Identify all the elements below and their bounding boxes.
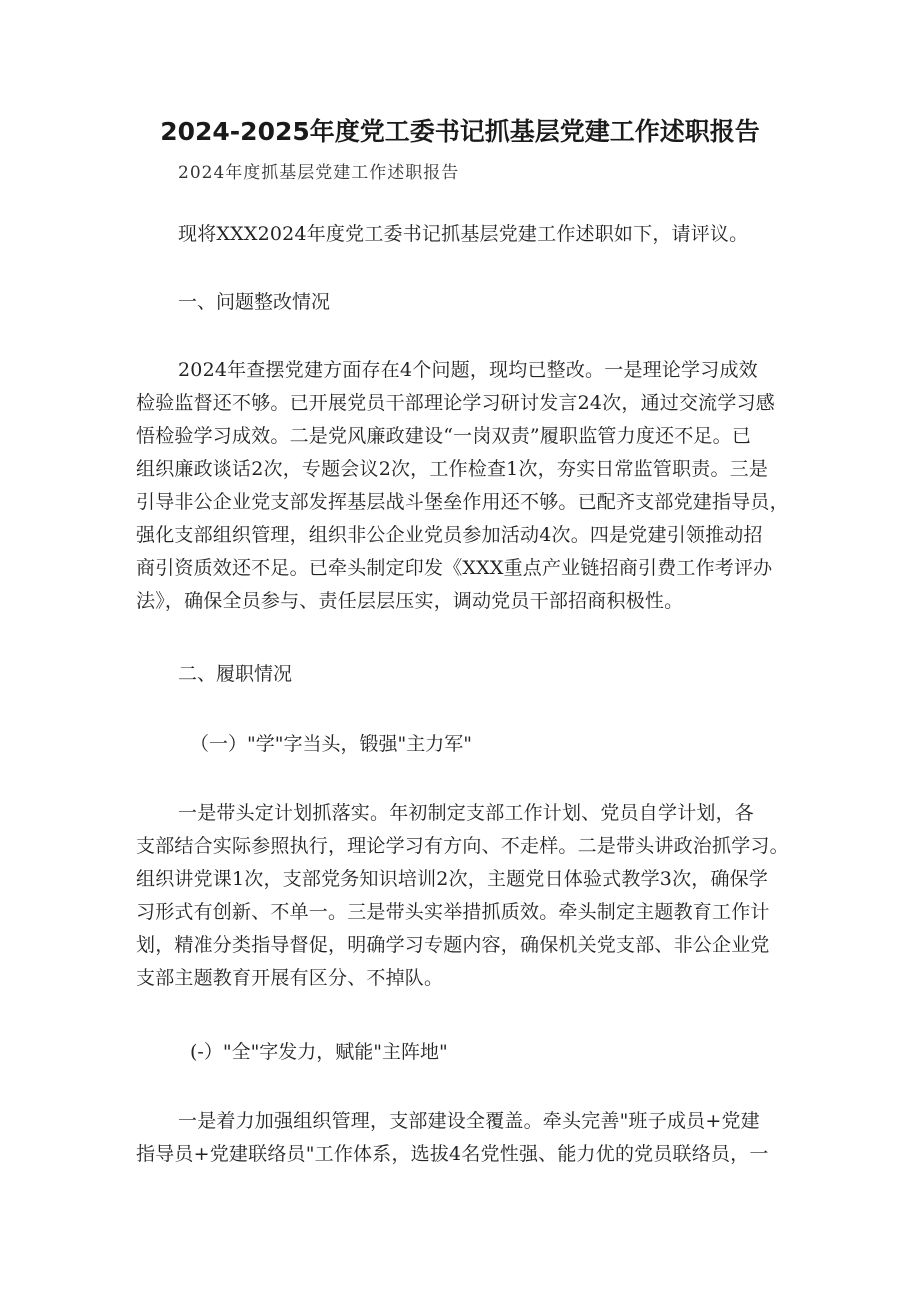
paragraph-line: 指导员+党建联络员"工作体系，选拔4名党性强、能力优的党员联络员，一: [136, 1143, 769, 1165]
section-heading-2: 二、履职情况: [178, 663, 293, 685]
paragraph-line: 组织廉政谈话2次，专题会议2次，工作检查1次，夯实日常监管职责。三是: [136, 458, 769, 480]
paragraph-line: 一是带头定计划抓落实。年初制定支部工作计划、党员自学计划，各: [178, 802, 755, 824]
subsection-heading-2: (-）"全"字发力，赋能"主阵地": [190, 1041, 448, 1063]
paragraph-line: 商引资质效还不足。已牵头制定印发《XXX重点产业链招商引费工作考评办: [136, 557, 773, 579]
paragraph-line: 检验监督还不够。已开展党员干部理论学习研讨发言24次，通过交流学习感: [136, 392, 775, 414]
paragraph-line: 2024年查摆党建方面存在4个问题，现均已整改。一是理论学习成效: [178, 359, 758, 381]
document-subtitle: 2024年度抓基层党建工作述职报告: [178, 163, 460, 183]
paragraph-line: 引导非公企业党支部发挥基层战斗堡垒作用还不够。已配齐支部党建指导员，: [136, 491, 789, 513]
paragraph-line: 支部主题教育开展有区分、不掉队。: [136, 967, 444, 989]
document-title: 2024-2025年度党工委书记抓基层党建工作述职报告: [160, 117, 760, 146]
paragraph-line: 划，精准分类指导督促，明确学习专题内容，确保机关党支部、非公企业党: [136, 934, 770, 956]
paragraph-line: 支部结合实际参照执行，理论学习有方向、不走样。二是带头讲政治抓学习。: [136, 835, 789, 857]
paragraph-line: 法》，确保全员参与、责任层层压实，调动党员干部招商积极性。: [136, 590, 684, 612]
paragraph-line: 习形式有创新、不单一。三是带头实举措抓质效。牵头制定主题教育工作计: [136, 901, 770, 923]
section-heading-1: 一、问题整改情况: [178, 291, 331, 313]
paragraph-line: 强化支部组织管理，组织非公企业党员参加活动4次。四是党建引领推动招: [136, 524, 763, 546]
paragraph-line: 悟检验学习成效。二是党风廉政建设“一岗双责”履职监管力度还不足。已: [136, 425, 752, 447]
intro-paragraph: 现将XXX2024年度党工委书记抓基层党建工作述职如下，请评议。: [178, 223, 749, 245]
paragraph-line: 一是着力加强组织管理，支部建设全覆盖。牵头完善"班子成员+党建: [178, 1110, 760, 1132]
paragraph-line: 组织讲党课1次，支部党务知识培训2次，主题党日体验式教学3次，确保学: [136, 868, 769, 890]
subsection-heading-1: （一）"学"字当头，锻强"主力军": [190, 733, 472, 755]
